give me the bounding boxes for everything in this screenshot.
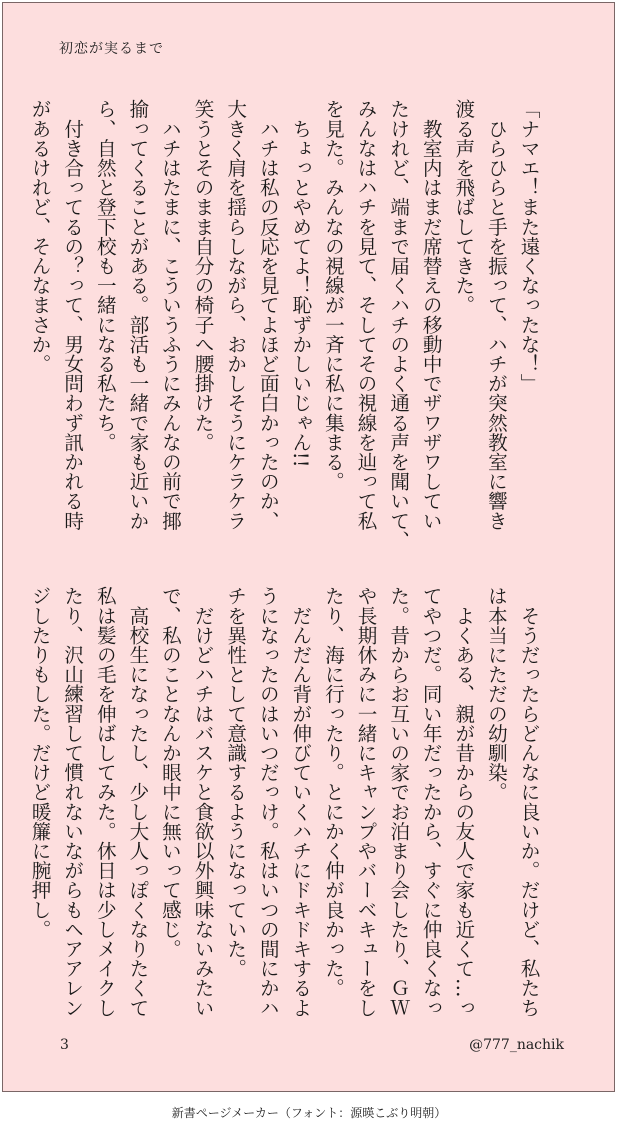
page-number: 3 [60, 1037, 69, 1053]
body-text-upper-section: 「ナマエ！また遠くなったな！」 ひらひらと手を振って、ハチが突然教室に響き 渡る声を飛ばしてきた。 教室内はまだ席替えの移動中でザワザワしてい たけれど、端まで届くハチのよく通る声を聞いて、 みんなはハチを見て、そしてその視線を辿って私 を見た。みんなの視線が一斉に私に集まる。 ちょっとやめてよ！恥ずかしいじゃん!! ハチは私の反応を見てよほど面白かったのか、 大きく肩を揺らしながら、おかしそうにケラケラ 笑うとそのまま自分の椅子へ腰掛けた。 ハチはたまに、こういうふうにみんなの前で揶 揄ってくることがある。部活も一緒で家も近いか ら、自然と登下校も一緒になる私たち。 付き合ってるの？って、男女問わず訊かれる時 があるけれど、そんなまさか。 [28, 99, 540, 550]
body-text-lower-section: そうだったらどんなに良いか。だけど、私たち は本当にただの幼馴染。 よくある、親が昔からの友人で家も近くて…っ てやつだ。同い年だったから、すぐに仲良くなっ た。昔からお互いの家でお泊まり会したり、ＧＷ や長期休みに一緒にキャンプやバーベキューをし たり、海に行ったり。とにかく仲が良かった。 だんだん背が伸びていくハチにドキドキするよ うになったのはいつだっけ。私はいつの間にかハ チを異性として意識するようになっていた。 だけどハチはバスケと食欲以外興味ないみたい で、私のことなんか眼中に無いって感じ。 高校生になったし、少し大人っぽくなりたくて 私は髪の毛を伸ばしてみた。休日は少しメイクし たり、沢山練習して慣れないながらもヘアアレン ジしたりもした。だけど暖簾に腕押し。 [28, 586, 540, 1018]
author-handle: @777_nachik [469, 1037, 564, 1053]
running-title: 初恋が実るまで [59, 41, 164, 57]
generator-credit: 新書ページメーカー（フォント：源暎こぶり明朝） [171, 1106, 447, 1120]
book-page [2, 2, 615, 1092]
